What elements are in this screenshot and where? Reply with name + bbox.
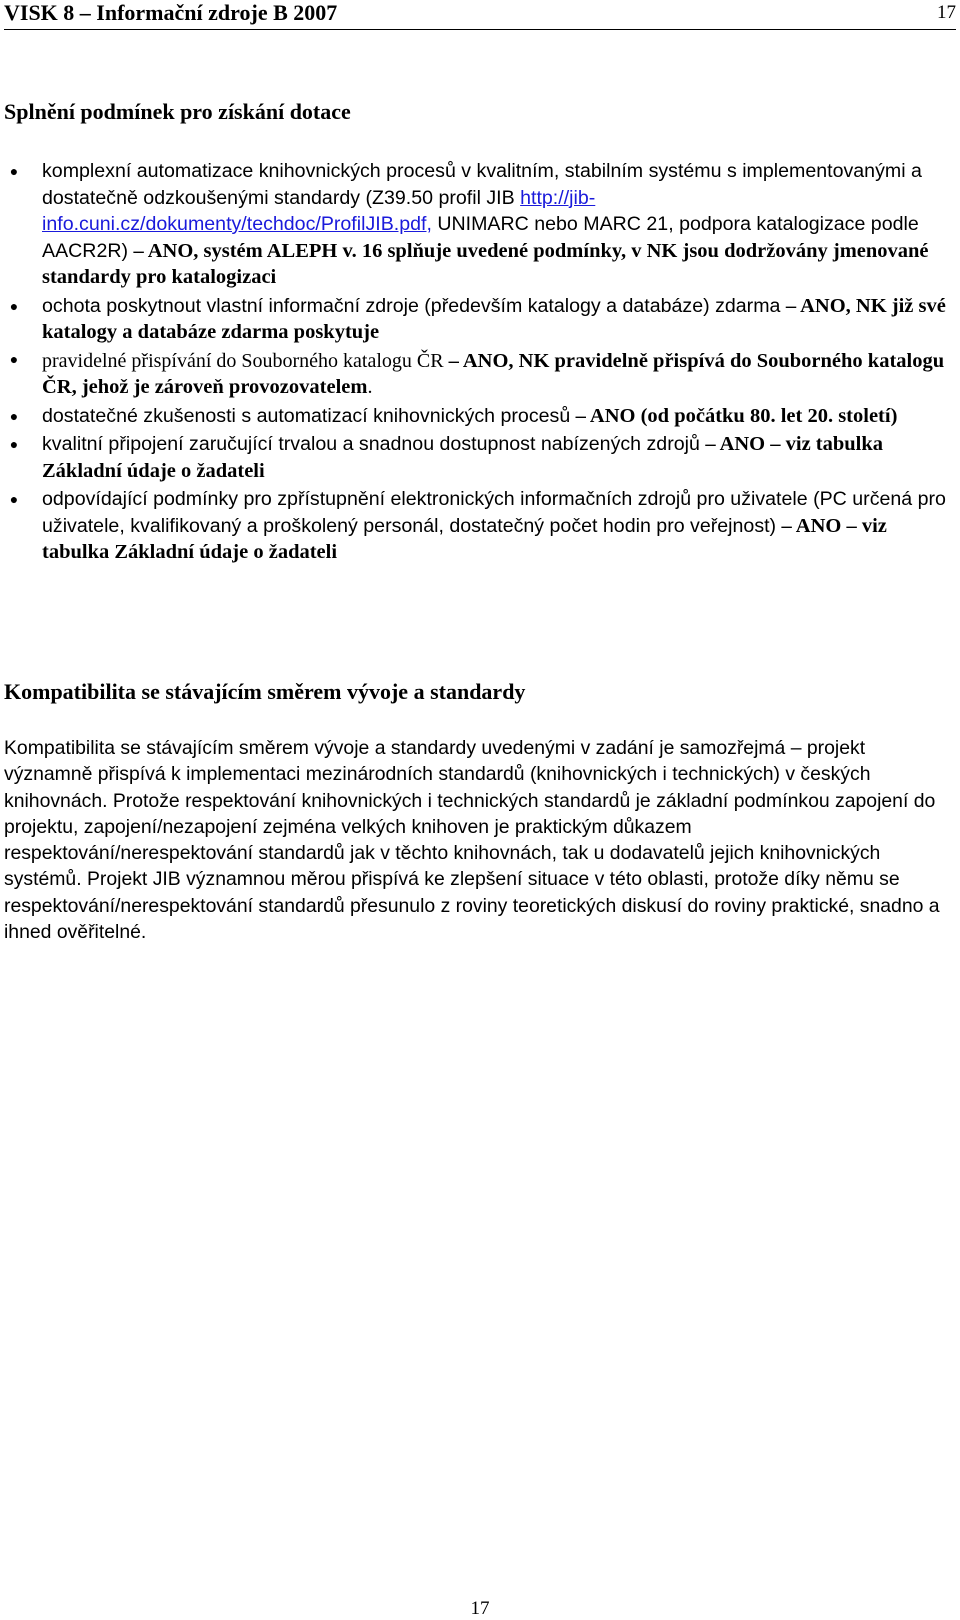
bullet-icon: ● <box>9 436 19 452</box>
bullet-icon: ● <box>9 407 19 424</box>
bullet-icon: ● <box>9 163 19 179</box>
conditions-list <box>4 158 952 568</box>
item-answer: – ANO, NK již své katalogy a databáze zdarma poskytuje <box>42 294 946 343</box>
bullet-icon: ● <box>9 491 19 507</box>
list-item <box>4 486 952 566</box>
section-heading-compatibility: Kompatibilita se stávajícím směrem vývoje a standardy <box>4 679 526 704</box>
bullet-icon: ● <box>9 297 19 314</box>
profil-jib-link[interactable]: http://jib-info.cuni.cz/dokumenty/techdoc/ProfilJIB.pdf, <box>42 186 596 235</box>
list-item <box>4 293 952 346</box>
list-item <box>4 403 952 430</box>
compatibility-paragraph: Kompatibilita se stávajícím směrem vývoje a standardy uvedenými v zadání je samozřejmá – projekt významně přispívá k implementaci mezinárodních standardů (knihovnických i technických) v českých knihovnách. Protože respektování knihovnických i technických standardů je základní podmínkou zapojení do projektu, zapojení/nezapojení zejména velkých knihoven je praktickým důkazem respektování/nerespektování standardů jak v těchto knihovnách, tak u dodavatelů jejich knihovnických systémů. Projekt JIB významnou měrou přispívá ke zlepšení situace v této oblasti, protože díky němu se respektování/nerespektování standardů přesunulo z roviny teoretických diskusí do roviny praktické, snadno a ihned ověřitelné. <box>4 737 940 944</box>
item-text: komplexní automatizace knihovnických procesů v kvalitním, stabilním systému s implementovanými a dostatečně odzkoušenými standardy (Z39.50 profil JIB <box>42 160 922 209</box>
item-answer: – ANO, systém ALEPH v. 16 splňuje uvedené podmínky, v NK jsou dodržovány jmenované standardy pro katalogizaci <box>42 239 929 288</box>
section-heading-conditions: Splnění podmínek pro získání dotace <box>4 99 351 124</box>
header-page-number: 17 <box>937 2 956 23</box>
list-item <box>4 158 952 291</box>
item-text: ochota poskytnout vlastní informační zdroje (především katalogy a databáze) zdarma <box>42 294 786 317</box>
item-text: pravidelné přispívání do Souborného katalogu ČR <box>42 349 449 372</box>
bullet-icon: ● <box>9 352 19 368</box>
footer-page-number: 17 <box>470 1598 490 1619</box>
item-answer: – ANO – viz tabulka Základní údaje o žadateli <box>42 433 884 482</box>
item-text: . <box>367 376 373 398</box>
item-answer: – ANO, NK pravidelně přispívá do Souborného katalogu ČR, jehož je zároveň provozovatelem <box>42 349 945 398</box>
item-text: odpovídající podmínky pro zpřístupnění elektronických informačních zdrojů pro uživatele (PC určená pro uživatele, kvalifikovaný a proškolený personál, dostatečný počet hodin pro veřejnost) <box>42 488 946 537</box>
document-title: VISK 8 – Informační zdroje B 2007 <box>4 0 338 25</box>
list-item <box>4 348 952 401</box>
item-answer: – ANO – viz tabulka Základní údaje o žadateli <box>42 514 887 563</box>
item-answer: – ANO (od počátku 80. let 20. století) <box>575 404 898 427</box>
list-item <box>4 431 952 484</box>
item-text: kvalitní připojení zaručující trvalou a snadnou dostupnost nabízených zdrojů <box>42 433 706 455</box>
item-text: UNIMARC nebo MARC 21, podpora katalogizace podle AACR2R) <box>42 213 919 262</box>
item-text: dostatečné zkušenosti s automatizací knihovnických procesů <box>42 404 576 427</box>
header-rule <box>4 29 956 30</box>
page-header <box>4 0 956 28</box>
